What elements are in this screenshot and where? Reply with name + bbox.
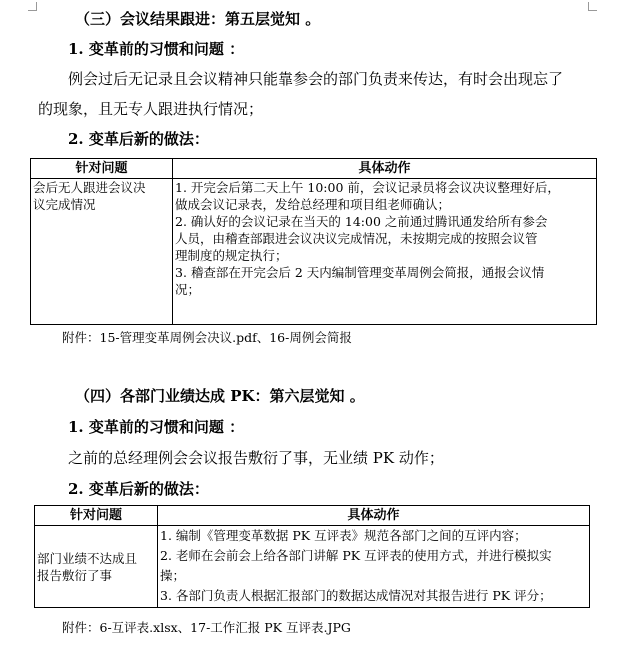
- action-line: 做成会议记录表，发给总经理和项目组老师确认；: [175, 197, 451, 212]
- section-3-after-title: 2. 变革后新的做法：: [68, 130, 209, 148]
- table-header-issue: 针对问题: [35, 506, 158, 526]
- table-cell-issue: [31, 179, 173, 325]
- table-cell-issue: [35, 526, 158, 608]
- section-3-before-title: 1. 变革前的习惯和问题 ：: [68, 40, 245, 58]
- table-header-issue: 针对问题: [31, 159, 173, 179]
- section-3-heading: （三）会议结果跟进：第五层觉知 。: [75, 10, 321, 28]
- section-4-before-text: 之前的总经理例会会议报告敷衍了事，无业绩 PK 动作；: [68, 449, 444, 467]
- action-line: 况；: [175, 282, 201, 297]
- action-line: 1. 编制《管理变革数据 PK 互评表》规范各部门之间的互评内容；: [160, 528, 527, 543]
- section-3-before-text-line-2: 的现象，且无专人跟进执行情况；: [38, 100, 264, 118]
- section-4-attachment: 附件：6-互评表.xlsx、17-工作汇报 PK 互评表.JPG: [62, 620, 351, 635]
- action-line: 2. 老师在会前会上给各部门讲解 PK 互评表的使用方式，并进行模拟实: [160, 548, 552, 563]
- action-line: 操；: [160, 568, 186, 583]
- section-3-attachment: 附件：15-管理变革周例会决议.pdf、16-周例会简报: [62, 330, 352, 345]
- table-header-action: 具体动作: [173, 159, 597, 179]
- section-3-before-text-line-1: 例会过后无记录且会议精神只能靠参会的部门负责来传达，有时会出现忘了: [68, 70, 564, 88]
- issue-line: 会后无人跟进会议决: [33, 180, 146, 195]
- issue-line: 部门业绩不达成且: [37, 550, 138, 566]
- table-header-action: 具体动作: [158, 506, 590, 526]
- section-3-table: [30, 158, 597, 325]
- issue-line: 议完成情况: [33, 197, 96, 212]
- page-corner-mark-left: [28, 2, 37, 11]
- page-corner-mark-right: [588, 2, 597, 11]
- action-line: 3. 各部门负责人根据汇报部门的数据达成情况对其报告进行 PK 评分；: [160, 588, 552, 603]
- section-4-table: [34, 505, 590, 608]
- section-4-before-title: 1. 变革前的习惯和问题 ：: [68, 418, 245, 436]
- table-cell-action: [173, 179, 597, 325]
- section-4-after-title: 2. 变革后新的做法：: [68, 480, 209, 498]
- action-line: 2. 确认好的会议记录在当天的 14:00 之前通过腾讯通发给所有参会: [175, 214, 548, 229]
- action-line: 理制度的规定执行；: [175, 248, 288, 263]
- table-cell-action: [158, 526, 590, 608]
- action-line: 3. 稽查部在开完会后 2 天内编制管理变革周例会简报，通报会议情: [175, 265, 545, 280]
- issue-line: 报告敷衍了事: [37, 567, 113, 583]
- action-line: 人员，由稽查部跟进会议决议完成情况，未按期完成的按照会议管: [175, 231, 538, 246]
- action-line: 1. 开完会后第二天上午 10:00 前，会议记录员将会议决议整理好后，: [175, 180, 560, 195]
- section-4-heading: （四）各部门业绩达成 PK：第六层觉知 。: [75, 387, 365, 405]
